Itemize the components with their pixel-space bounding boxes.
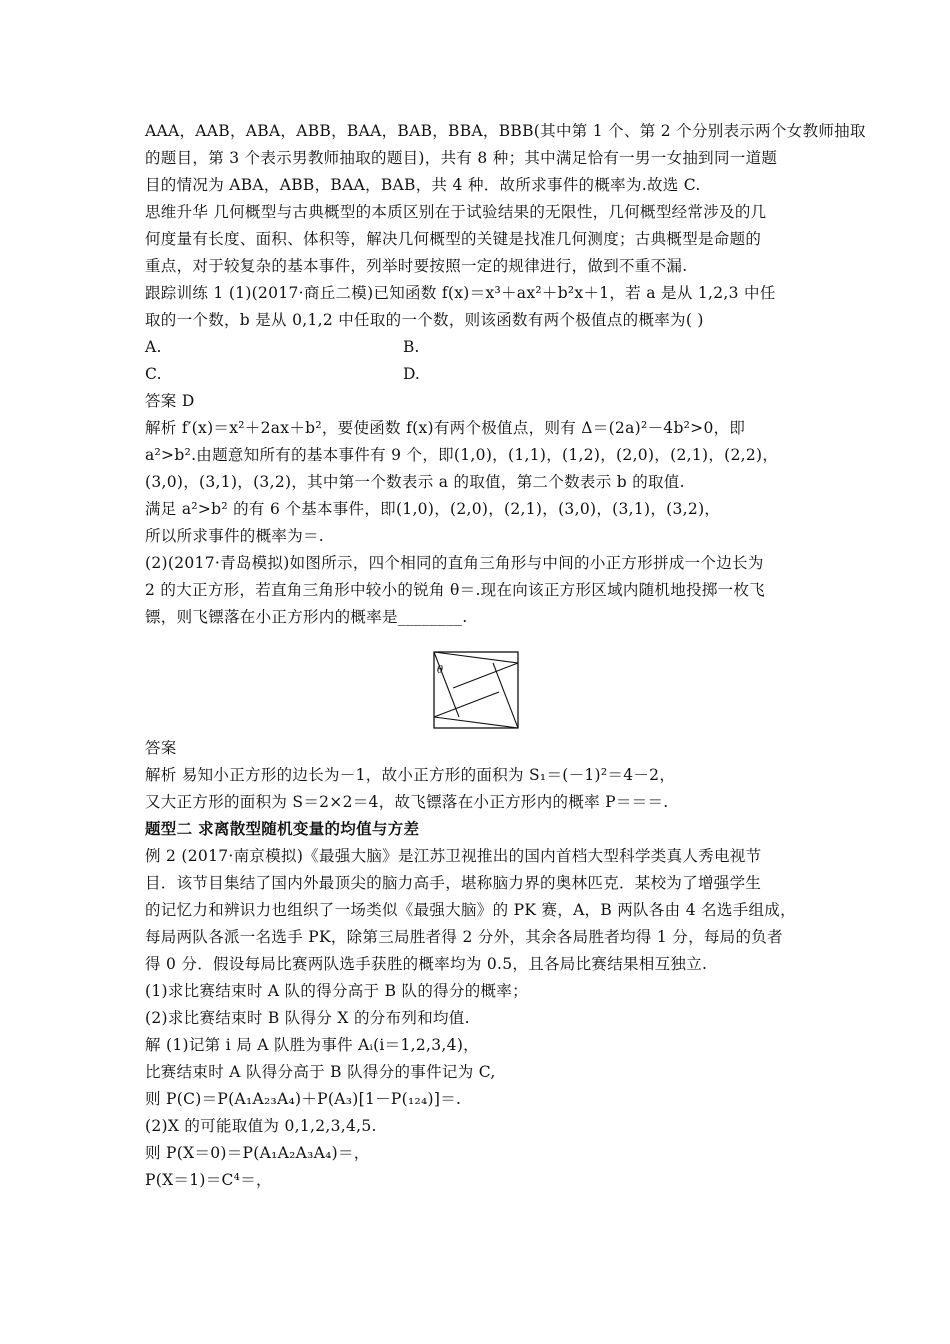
text-line: 镖，则飞镖落在小正方形内的概率是________.: [145, 608, 468, 626]
text-line: 的题目，第 3 个表示男教师抽取的题目)，共有 8 种；其中满足恰有一男一女抽到同一道题: [145, 149, 778, 167]
option-b: B.: [403, 338, 420, 356]
text-line: 例 2 (2017·南京模拟)《最强大脑》是江苏卫视推出的国内首档大型科学类真人秀电视节: [145, 847, 762, 865]
text-line: 得 0 分．假设每局比赛两队选手获胜的概率均为 0.5，且各局比赛结果相互独立.: [145, 955, 708, 973]
option-d: D.: [403, 365, 420, 383]
text-line: (2)(2017·青岛模拟)如图所示，四个相同的直角三角形与中间的小正方形拼成一个边长为: [145, 554, 764, 572]
text-line: 每局两队各派一名选手 PK，除第三局胜者得 2 分外，其余各局胜者均得 1 分，每局的负者: [145, 928, 783, 946]
text-line: 思维升华 几何概型与古典概型的本质区别在于试验结果的无限性，几何概型经常涉及的几: [145, 203, 767, 221]
option-c: C.: [145, 365, 162, 383]
text-line: 的记忆力和辨识力也组织了一场类似《最强大脑》的 PK 赛，A，B 两队各由 4 名选手组成，: [145, 901, 796, 919]
text-line: 取的一个数，b 是从 0,1,2 中任取的一个数，则该函数有两个极值点的概率为( ): [145, 311, 704, 329]
text-line: (2)求比赛结束时 B 队得分 X 的分布列和均值.: [145, 1009, 470, 1027]
theta-label: θ: [437, 665, 444, 676]
text-line: (2)X 的可能取值为 0,1,2,3,4,5.: [145, 1117, 377, 1135]
text-line: 所以所求事件的概率为＝.: [145, 527, 325, 545]
text-line: AAA，AAB，ABA，ABB，BAA，BAB，BBA，BBB(其中第 1 个、第 2 个分别表示两个女教师抽取: [145, 122, 866, 140]
section-heading: 题型二 求离散型随机变量的均值与方差: [145, 819, 420, 838]
text-line: 目．该节目集结了国内外最顶尖的脑力高手，堪称脑力界的奥林匹克．某校为了增强学生: [145, 874, 762, 892]
text-line: (1)求比赛结束时 A 队的得分高于 B 队的得分的概率；: [145, 982, 528, 1000]
text-line: 满足 a²>b² 的有 6 个基本事件，即(1,0)，(2,0)，(2,1)，(3,0)，(3,1)，(3,2)，: [145, 500, 721, 518]
text-line: 则 P(X＝0)＝P(A₁A₂A₃A₄)＝，: [145, 1144, 370, 1162]
square-figure: [433, 651, 519, 729]
text-line: 解析 易知小正方形的边长为－1，故小正方形的面积为 S₁＝(－1)²＝4－2，: [145, 766, 676, 784]
text-line: 解 (1)记第 i 局 A 队胜为事件 Aᵢ(i＝1,2,3,4)，: [145, 1036, 479, 1054]
answer-line: 答案 D: [145, 392, 195, 410]
text-line: 何度量有长度、面积、体积等，解决几何概型的关键是找准几何测度；古典概型是命题的: [145, 230, 762, 248]
text-line: 又大正方形的面积为 S＝2×2＝4，故飞镖落在小正方形内的概率 P＝＝＝.: [145, 793, 669, 811]
text-line: a²>b².由题意知所有的基本事件有 9 个，即(1,0)，(1,1)，(1,2)，(2,0)，(2,1)，(2,2)，: [145, 446, 779, 464]
answer-line: 答案: [145, 739, 177, 757]
text-line: P(X＝1)＝C⁴＝，: [145, 1171, 272, 1189]
text-line: 跟踪训练 1 (1)(2017·商丘二模)已知函数 f(x)＝x³＋ax²＋b²x＋1，若 a 是从 1,2,3 中任: [145, 284, 776, 302]
pinwheel-square-diagram: [433, 651, 519, 729]
text-line: 目的情况为 ABA，ABB，BAA，BAB，共 4 种．故所求事件的概率为.故选 C.: [145, 176, 701, 194]
text-line: 重点，对于较复杂的基本事件，列举时要按照一定的规律进行，做到不重不漏.: [145, 257, 688, 275]
text-line: 则 P(C)＝P(A₁A₂₃A₄)＋P(A₃)[1－P(₁₂₄)]＝.: [145, 1090, 462, 1108]
text-line: 解析 f′(x)＝x²＋2ax＋b²，要使函数 f(x)有两个极值点，则有 Δ＝(2a)²－4b²>0，即: [145, 419, 746, 437]
text-line: 比赛结束时 A 队得分高于 B 队得分的事件记为 C,: [145, 1063, 496, 1081]
option-a: A.: [145, 338, 162, 356]
text-line: (3,0)，(3,1)，(3,2)，其中第一个数表示 a 的取值，第二个数表示 b 的取值.: [145, 473, 685, 491]
text-line: 2 的大正方形，若直角三角形中较小的锐角 θ＝.现在向该正方形区域内随机地投掷一枚飞: [145, 581, 766, 599]
